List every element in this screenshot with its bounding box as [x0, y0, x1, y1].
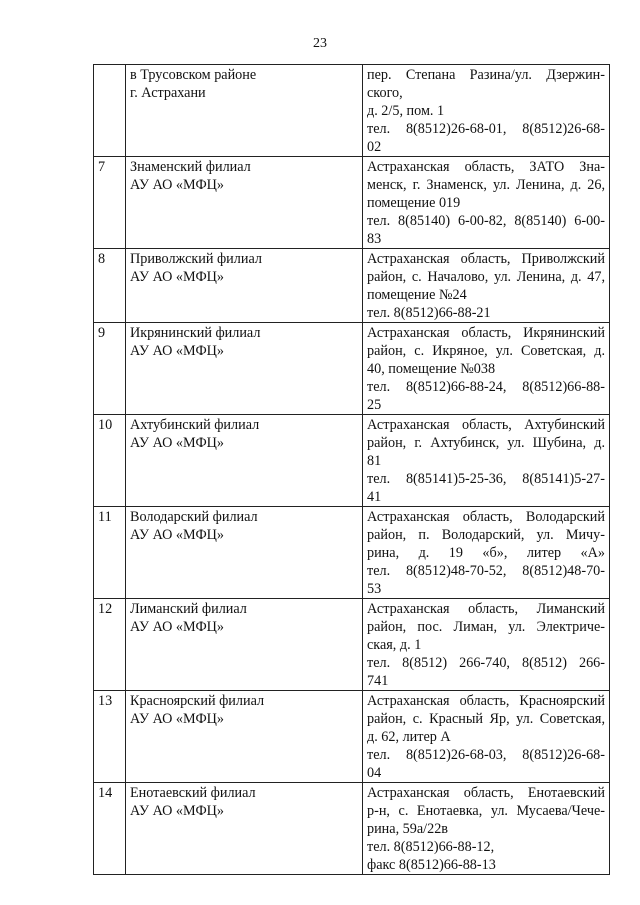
branch-address-line: тел. 8(8512)48-70-52, 8(8512)48-70- — [367, 563, 605, 579]
branch-address-line: менск, г. Знаменск, ул. Ленина, д. 26, — [367, 177, 605, 193]
branch-address-line: рина, д. 19 «б», литер «А» — [367, 545, 605, 561]
row-number: 7 — [94, 157, 126, 249]
table-row — [94, 157, 610, 249]
branch-address-line: Астраханская область, ЗАТО Зна- — [367, 159, 605, 175]
table-row — [94, 691, 610, 783]
row-number: 13 — [94, 691, 126, 783]
branch-address-line: Астраханская область, Енотаевский — [367, 785, 605, 801]
branch-address-line: тел. 8(8512) 266-740, 8(8512) 266- — [367, 655, 605, 671]
table-row — [94, 507, 610, 599]
row-number: 12 — [94, 599, 126, 691]
branch-address-line: 83 — [367, 231, 382, 247]
branch-address-line: р-н, с. Енотаевка, ул. Мусаева/Чече- — [367, 803, 605, 819]
branch-address-line: тел. 8(85141)5-25-36, 8(85141)5-27- — [367, 471, 605, 487]
branch-name-line: АУ АО «МФЦ» — [130, 527, 224, 543]
row-number: 8 — [94, 249, 126, 323]
branch-name — [126, 691, 363, 783]
branch-address-line: 04 — [367, 765, 382, 781]
branch-address-line: тел. 8(8512)26-68-03, 8(8512)26-68- — [367, 747, 605, 763]
branch-address-line: 41 — [367, 489, 382, 505]
branch-name-line: АУ АО «МФЦ» — [130, 269, 224, 285]
row-number — [94, 65, 126, 157]
branch-address — [363, 157, 610, 249]
branch-name-line: Лиманский филиал — [130, 601, 247, 617]
branch-address-line: помещение №24 — [367, 287, 467, 303]
branch-name-line: Приволжский филиал — [130, 251, 262, 267]
branch-address-line: район, п. Володарский, ул. Мичу- — [367, 527, 605, 543]
branch-address-line: Астраханская область, Ахтубинский — [367, 417, 605, 433]
branch-name-line: в Трусовском районе — [130, 67, 257, 83]
branch-name — [126, 783, 363, 875]
branch-address-line: Астраханская область, Красноярский — [367, 693, 605, 709]
branch-name — [126, 157, 363, 249]
table-row — [94, 323, 610, 415]
branch-address-line: тел. 8(8512)66-88-24, 8(8512)66-88- — [367, 379, 605, 395]
branch-address — [363, 65, 610, 157]
branch-address-line: тел. 8(8512)26-68-01, 8(8512)26-68- — [367, 121, 605, 137]
branch-address-line: район, с. Началово, ул. Ленина, д. 47, — [367, 269, 605, 285]
branch-address-line: рина, 59а/22в — [367, 821, 448, 837]
branch-name — [126, 599, 363, 691]
branch-name-line: Ахтубинский филиал — [130, 417, 260, 433]
branch-name-line: Икрянинский филиал — [130, 325, 261, 341]
branch-name — [126, 65, 363, 157]
branch-address-line: 02 — [367, 139, 382, 155]
branch-address-line: тел. 8(8512)66-88-12, — [367, 839, 495, 855]
branch-address-line: ского, — [367, 85, 403, 101]
branch-name — [126, 323, 363, 415]
branch-address-line: тел. 8(8512)66-88-21 — [367, 305, 491, 321]
branch-address-line: д. 2/5, пом. 1 — [367, 103, 445, 119]
branch-address-line: 25 — [367, 397, 382, 413]
row-number: 11 — [94, 507, 126, 599]
branch-name-line: АУ АО «МФЦ» — [130, 619, 224, 635]
branch-address-line: 40, помещение №038 — [367, 361, 496, 377]
branch-address — [363, 599, 610, 691]
branch-address-line: пер. Степана Разина/ул. Дзержин- — [367, 67, 605, 83]
branch-name-line: АУ АО «МФЦ» — [130, 177, 224, 193]
branch-address-line: район, г. Ахтубинск, ул. Шубина, д. — [367, 435, 605, 451]
table-row — [94, 599, 610, 691]
branch-address — [363, 323, 610, 415]
branch-name-line: АУ АО «МФЦ» — [130, 711, 224, 727]
branch-name — [126, 507, 363, 599]
branch-address-line: район, с. Красный Яр, ул. Советская, — [367, 711, 605, 727]
branch-address-line: Астраханская область, Икрянинский — [367, 325, 605, 341]
branch-address-line: факс 8(8512)66-88-13 — [367, 857, 496, 873]
branches-table — [93, 64, 610, 875]
branch-address — [363, 507, 610, 599]
branch-address-line: Астраханская область, Володарский — [367, 509, 605, 525]
branch-name — [126, 415, 363, 507]
branch-address-line: район, пос. Лиман, ул. Электриче- — [367, 619, 605, 635]
branches-table-body — [94, 65, 610, 875]
table-row — [94, 249, 610, 323]
branch-address-line: ская, д. 1 — [367, 637, 422, 653]
row-number: 9 — [94, 323, 126, 415]
branch-name-line: Знаменский филиал — [130, 159, 251, 175]
branch-name-line: АУ АО «МФЦ» — [130, 435, 224, 451]
branch-name-line: Красноярский филиал — [130, 693, 265, 709]
branch-name-line: АУ АО «МФЦ» — [130, 343, 224, 359]
branch-address-line: д. 62, литер А — [367, 729, 451, 745]
branch-address — [363, 249, 610, 323]
branch-address — [363, 691, 610, 783]
branch-address-line: Астраханская область, Лиманский — [367, 601, 605, 617]
branch-name-line: Володарский филиал — [130, 509, 258, 525]
branch-address — [363, 415, 610, 507]
branch-address-line: район, с. Икряное, ул. Советская, д. — [367, 343, 605, 359]
table-row — [94, 783, 610, 875]
page-number: 23 — [313, 36, 327, 51]
branch-address-line: тел. 8(85140) 6-00-82, 8(85140) 6-00- — [367, 213, 605, 229]
row-number: 14 — [94, 783, 126, 875]
branch-name-line: АУ АО «МФЦ» — [130, 803, 224, 819]
branch-address-line: 81 — [367, 453, 382, 469]
branch-address-line: помещение 019 — [367, 195, 461, 211]
branch-name — [126, 249, 363, 323]
branch-name-line: Енотаевский филиал — [130, 785, 256, 801]
branch-address-line: Астраханская область, Приволжский — [367, 251, 605, 267]
table-row — [94, 65, 610, 157]
table-row — [94, 415, 610, 507]
branch-address — [363, 783, 610, 875]
branch-address-line: 741 — [367, 673, 389, 689]
branch-address-line: 53 — [367, 581, 382, 597]
branch-name-line: г. Астрахани — [130, 85, 206, 101]
row-number: 10 — [94, 415, 126, 507]
